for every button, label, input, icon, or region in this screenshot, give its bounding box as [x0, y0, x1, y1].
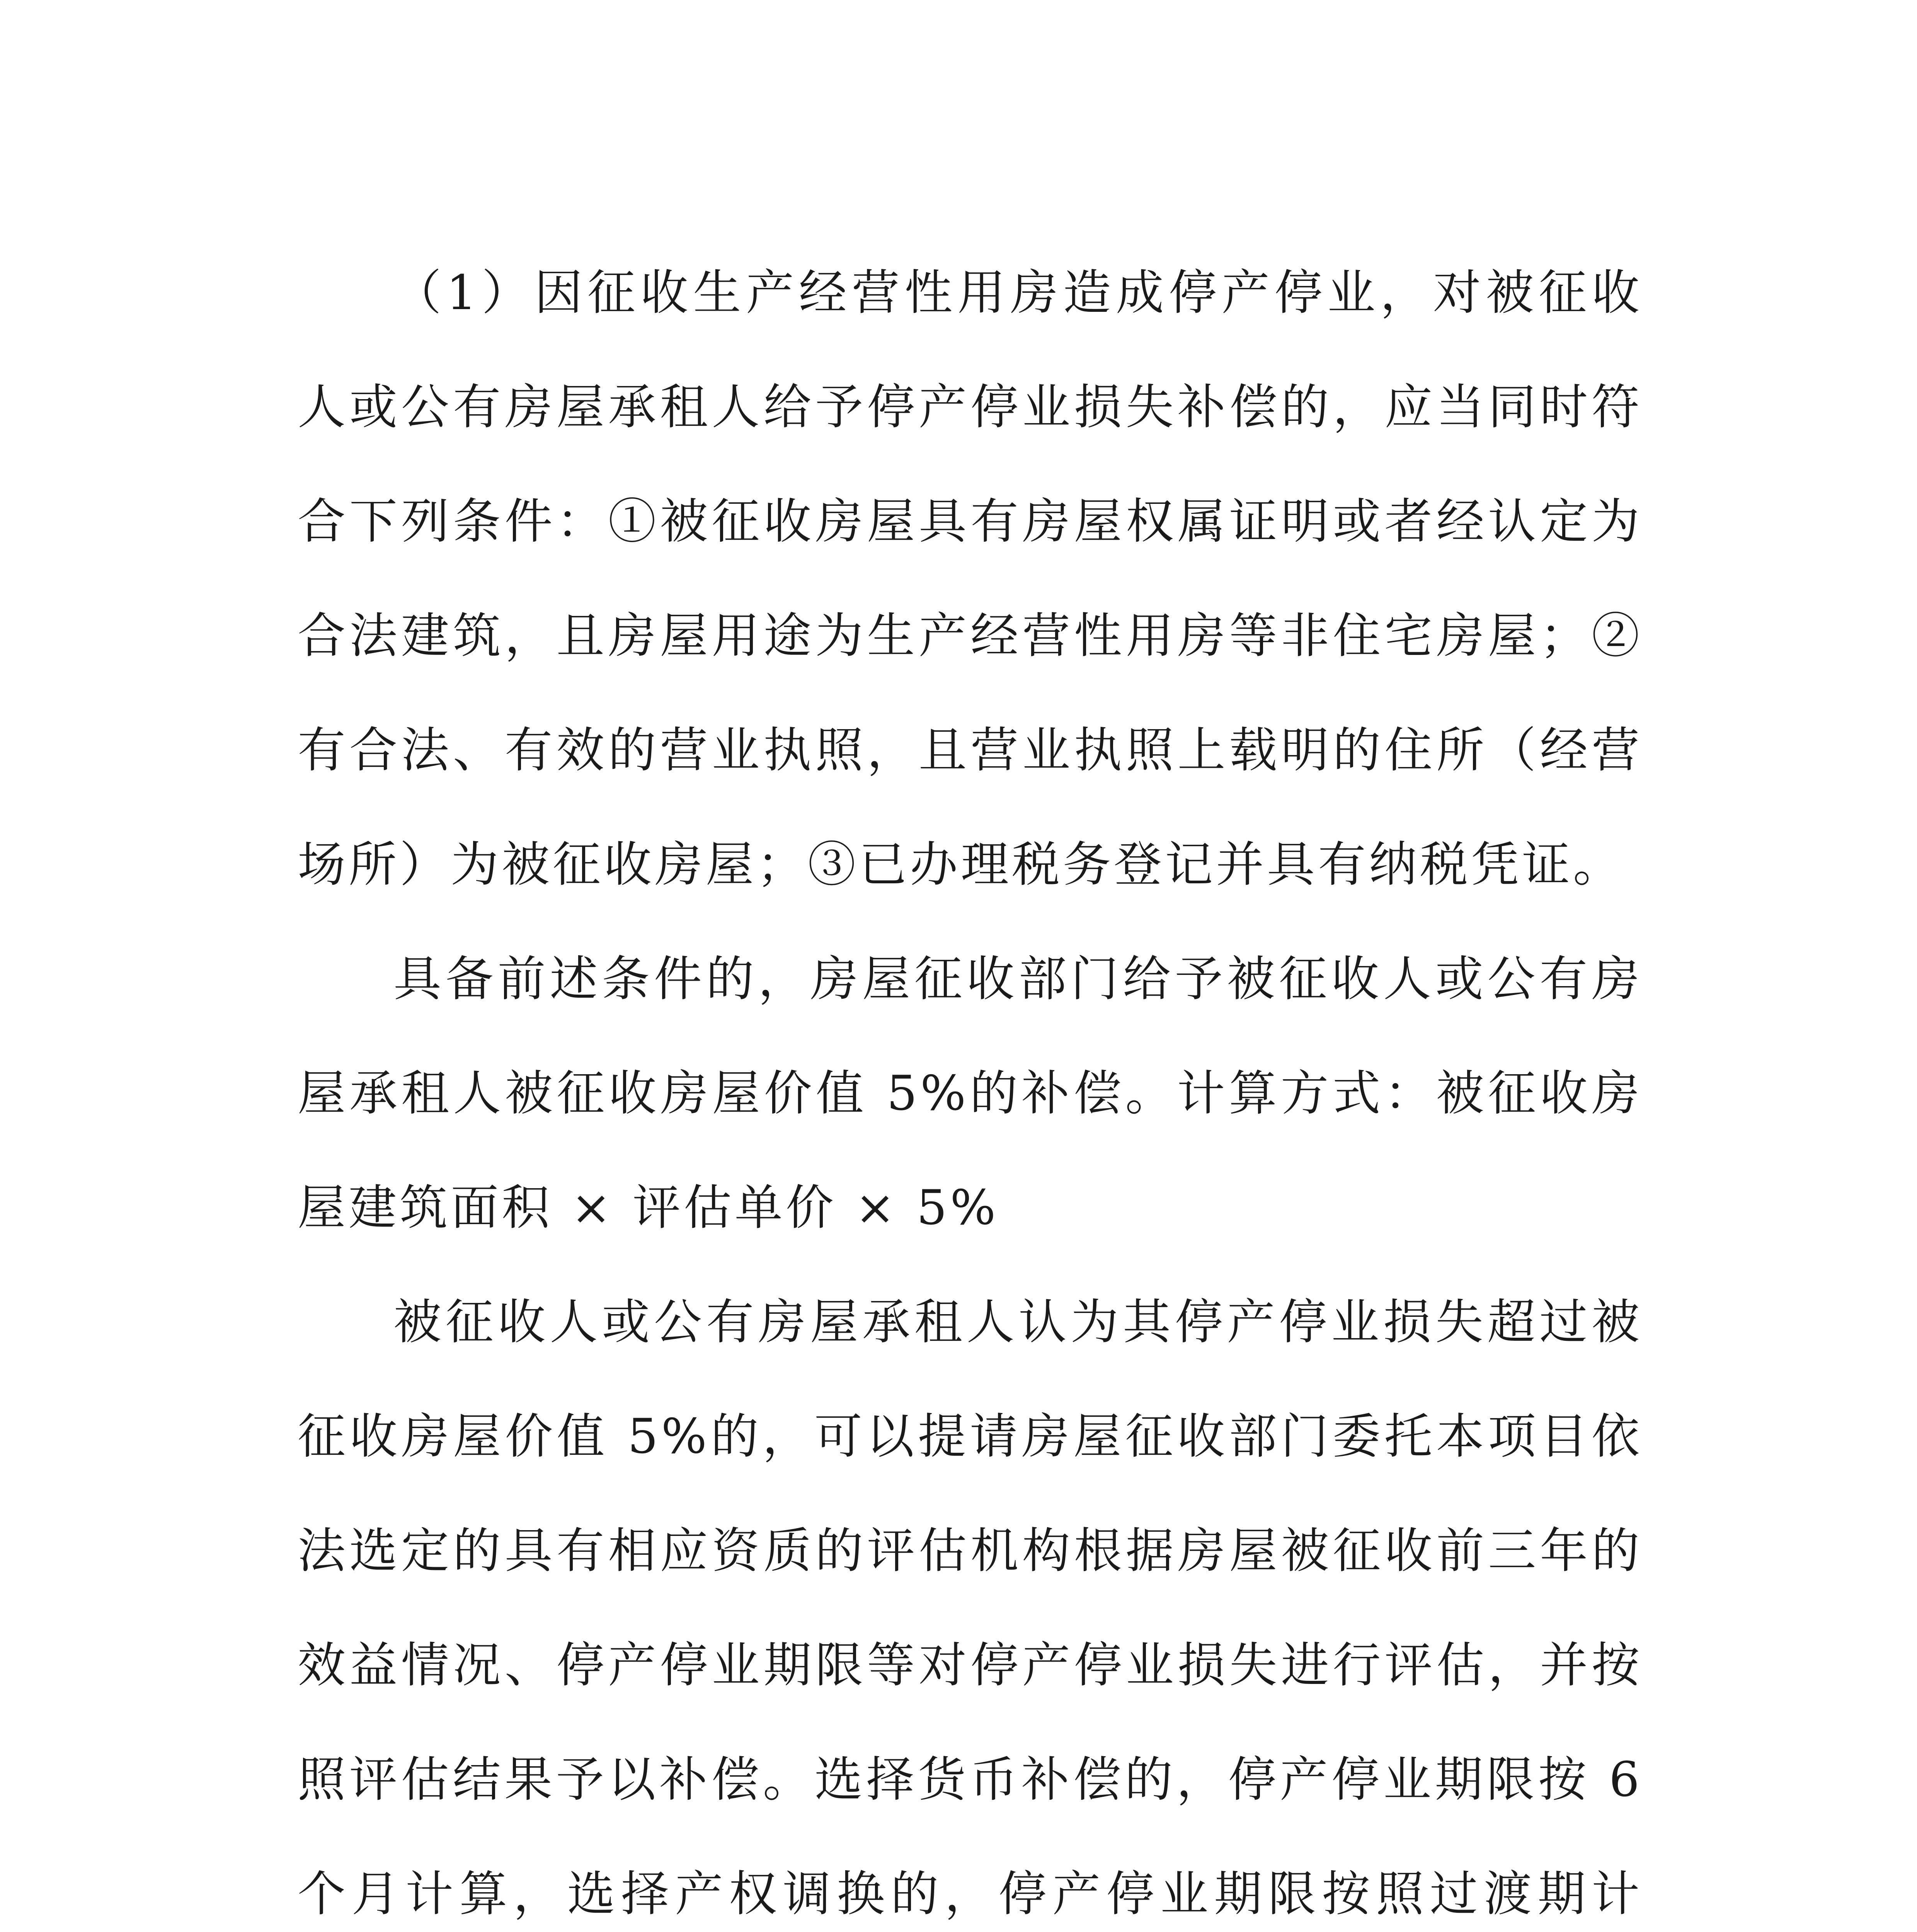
paragraph-loss-assessment: 被征收人或公有房屋承租人认为其停产停业损失超过被征收房屋价值 5%的，可以提请房屋征收部门委托本项目依法选定的具有相应资质的评估机构根据房屋被征收前三年的效益情况、停产停业期限等对停产停业损失进行评估，并按照评估结果予以补偿。选择货币补偿的，停产停业期限按 6 个月计算，选择产权调换的，停产停业期限按照过渡期计 [298, 1294, 1643, 1922]
paragraph-business-loss-conditions: （1）因征收生产经营性用房造成停产停业，对被征收人或公有房屋承租人给予停产停业损失补偿的，应当同时符合下列条件：①被征收房屋具有房屋权属证明或者经认定为合法建筑，且房屋用途为生产经营性用房等非住宅房屋；②有合法、有效的营业执照，且营业执照上载明的住所（经营场所）为被征收房屋；③已办理税务登记并具有纳税凭证。 [298, 265, 1643, 893]
document-body [298, 236, 1643, 1932]
paragraph-compensation-calculation: 具备前述条件的，房屋征收部门给予被征收人或公有房屋承租人被征收房屋价值 5%的补偿。计算方式：被征收房屋建筑面积 × 评估单价 × 5% [298, 951, 1643, 1236]
